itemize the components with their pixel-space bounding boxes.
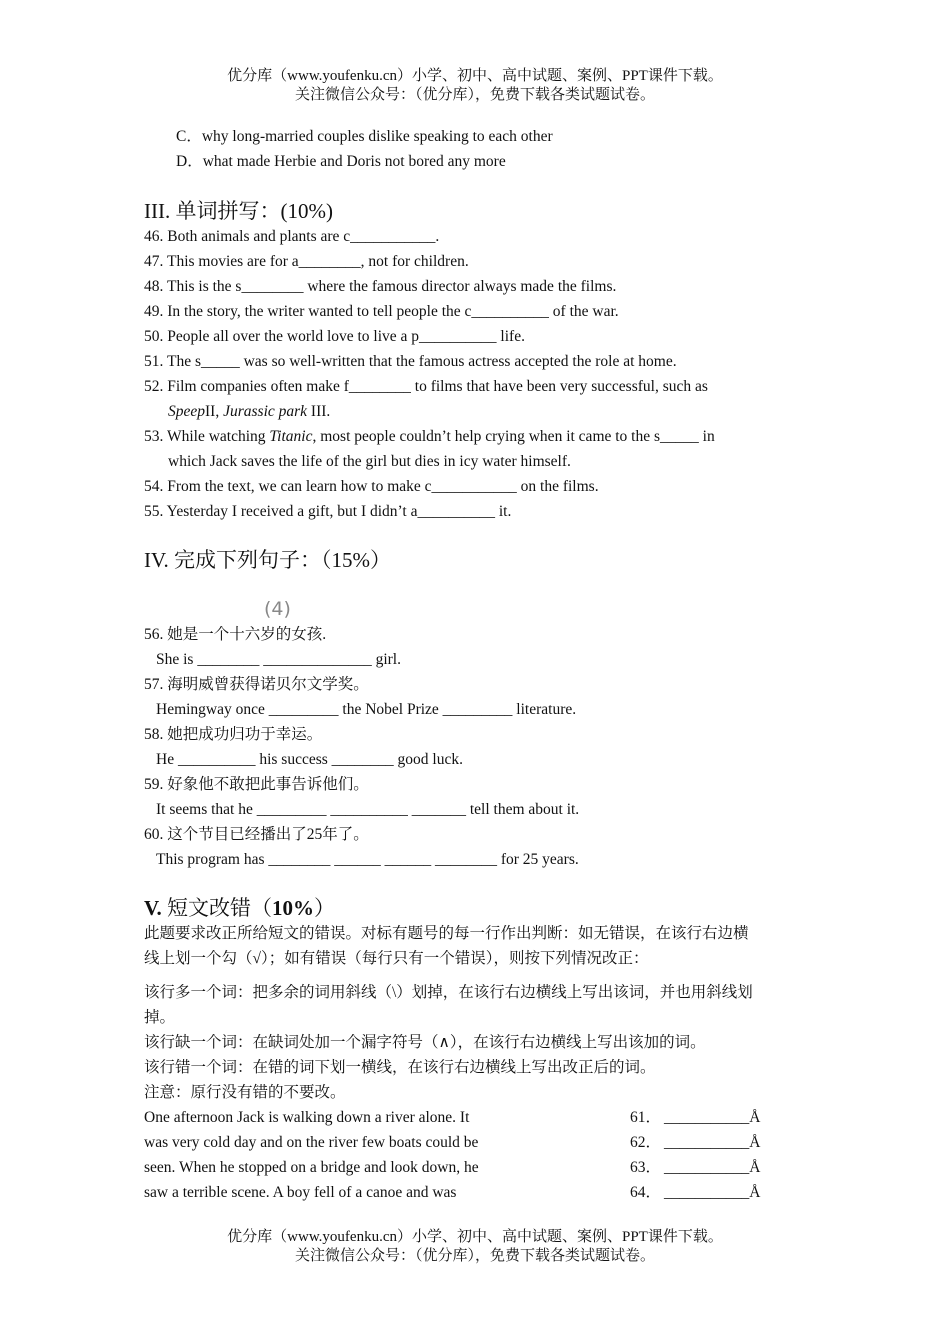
passage-line: seen. When he stopped on a bridge and look down, he [144,1159,479,1176]
text: II, [205,403,224,420]
question-57-english: Hemingway once _________ the Nobel Prize _________ literature. [156,701,577,718]
section-4-title: IV. 完成下列句子：（15%） [144,548,391,572]
page-header-line2: 关注微信公众号：（优分库），免费下载各类试题试卷。 [294,87,655,103]
option-letter: C． [176,128,202,145]
question-56-chinese: 56. 她是一个十六岁的女孩. [144,626,327,643]
instructions-line: 该行多一个词：把多余的词用斜线（\）划掉，在该行右边横线上写出该词，并也用斜线划 [144,984,753,1001]
question-58-chinese: 58. 她把成功归功于幸运。 [144,726,323,743]
answer-number: 61． [630,1109,662,1126]
answer-number: 63． [630,1159,662,1176]
option-text: what made Herbie and Doris not bored any more [202,153,506,170]
section-3-title: III. 单词拼写：(10%) [144,199,333,223]
film-title: Titanic [269,428,313,445]
question-49: 49. In the story, the writer wanted to tell people the c__________ of the war. [144,303,619,320]
option-text: why long-married couples dislike speaking to each other [201,128,553,145]
answer-number: 64． [630,1184,662,1201]
film-title: Jurassic park [223,403,308,420]
passage-line: saw a terrible scene. A boy fell of a canoe and was [144,1184,457,1201]
question-59-english: It seems that he _________ __________ _______ tell them about it. [156,801,580,818]
answer-blank: ___________Å [664,1134,761,1151]
film-title: Speep [168,403,206,420]
instructions-line: 线上划一个勾（√）；如有错误（每行只有一个错误），则按下列情况改正： [144,950,649,967]
answer-blank: ___________Å [664,1159,761,1176]
page-footer-line2: 关注微信公众号：（优分库），免费下载各类试题试卷。 [294,1248,655,1264]
question-56-english: She is ________ ______________ girl. [156,651,401,668]
section-5-title [144,895,335,921]
answer-blank: ___________Å [664,1109,761,1126]
question-57-chinese: 57. 海明威曾获得诺贝尔文学奖。 [144,676,369,693]
question-52-continued [168,399,330,424]
title-numeral: V. [144,896,162,920]
answer-blank: ___________Å [664,1184,761,1201]
option-d [176,149,506,174]
text: 53. While watching [144,428,270,445]
question-47: 47. This movies are for a________, not for children. [144,253,469,270]
answer-number: 62． [630,1134,662,1151]
title-close: ） [313,896,335,920]
question-58-english: He __________ his success ________ good luck. [156,751,463,768]
question-60-english: This program has ________ ______ ______ ________ for 25 years. [156,851,579,868]
question-52: 52. Film companies often make f________ to films that have been very successful, such as [144,378,708,395]
question-48: 48. This is the s________ where the famous director always made the films. [144,278,617,295]
text: III. [307,403,331,420]
handwritten-mark: (4) [264,598,291,620]
instructions-line: 该行缺一个词：在缺词处加一个漏字符号（∧），在该行右边横线上写出该加的词。 [144,1034,706,1051]
title-percent: 10% [271,896,314,920]
option-c [176,124,553,149]
question-46: 46. Both animals and plants are c___________. [144,228,440,245]
instructions-line: 此题要求改正所给短文的错误。对标有题号的每一行作出判断：如无错误，在该行右边横 [144,925,749,942]
title-text: 短文改错（ [161,896,272,920]
question-50: 50. People all over the world love to live a p__________ life. [144,328,525,345]
instructions-line: 注意：原行没有错的不要改。 [144,1084,346,1101]
question-55: 55. Yesterday I received a gift, but I didn’t a__________ it. [144,503,512,520]
text: , most people couldn’t help crying when it came to the s_____ in [312,428,715,445]
instructions-line: 掉。 [144,1009,176,1026]
passage-line: One afternoon Jack is walking down a river alone. It [144,1109,470,1126]
question-53-continued: which Jack saves the life of the girl but dies in icy water himself. [168,453,571,470]
question-53 [144,424,715,449]
option-letter: D． [176,153,203,170]
page-header-line1: 优分库（www.youfenku.cn）小学、初中、高中试题、案例、PPT课件下载。 [227,68,723,84]
question-59-chinese: 59. 好象他不敢把此事告诉他们。 [144,776,369,793]
page-footer-line1: 优分库（www.youfenku.cn）小学、初中、高中试题、案例、PPT课件下载。 [227,1229,723,1245]
question-51: 51. The s_____ was so well-written that the famous actress accepted the role at home. [144,353,677,370]
instructions-line: 该行错一个词：在错的词下划一横线，在该行右边横线上写出改正后的词。 [144,1059,656,1076]
passage-line: was very cold day and on the river few boats could be [144,1134,479,1151]
question-60-chinese: 60. 这个节目已经播出了25年了。 [144,826,369,843]
question-54: 54. From the text, we can learn how to make c___________ on the films. [144,478,599,495]
